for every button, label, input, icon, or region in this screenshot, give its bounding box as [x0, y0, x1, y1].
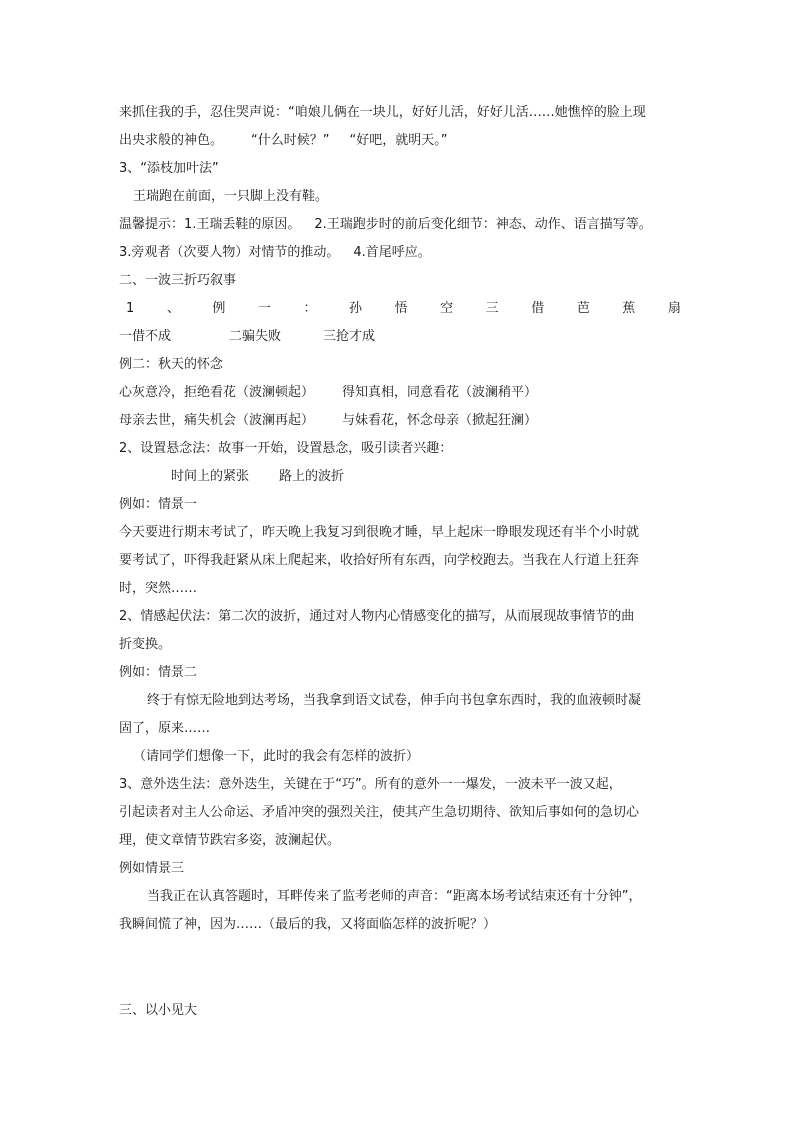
text-line: 我瞬间慌了神，因为……（最后的我，又将面临怎样的波折呢？）	[119, 917, 497, 932]
text-segment: 温馨提示：1.王瑞丢鞋的原因。	[119, 217, 301, 232]
text-line: 引起读者对主人公命运、矛盾冲突的强烈关注，使其产生急切期待、欲知后事如何的急切心	[119, 805, 640, 820]
glyph: ：	[303, 301, 317, 316]
glyph: 例	[212, 301, 226, 316]
text-line	[119, 384, 679, 402]
glyph: 蕉	[622, 301, 636, 316]
text-line: 今天要进行期末考试了，昨天晚上我复习到很晚才睡，早上起床一睁眼发现还有半个小时就	[119, 525, 640, 540]
text-line: 终于有惊无险地到达考场，当我拿到语文试卷，伸手向书包拿东西时，我的血液顿时凝	[147, 693, 642, 708]
tip-line	[119, 216, 679, 234]
section-heading: 三、以小见大	[119, 1003, 198, 1018]
text-segment: 出央求般的神色。	[119, 133, 224, 148]
text-segment: 母亲去世，痛失机会（波澜再起）	[119, 413, 315, 428]
text-line: 例二：秋天的怀念	[119, 357, 224, 372]
text-segment: 三抢才成	[323, 329, 376, 344]
text-segment: “什么时候？”	[251, 133, 330, 148]
text-line: 例如：情景一	[119, 497, 198, 512]
section-heading: 二、一波三折巧叙事	[119, 273, 237, 288]
text-line: 例如：情景二	[119, 665, 198, 680]
tip-line	[119, 244, 679, 262]
spaced-example-line	[126, 300, 681, 318]
glyph: 三	[485, 301, 499, 316]
text-line	[171, 468, 731, 486]
text-segment: 二骗失败	[229, 329, 282, 344]
text-segment: 时间上的紧张	[171, 469, 250, 484]
text-segment: “好吧，就明天。”	[349, 133, 448, 148]
text-line	[119, 132, 679, 150]
text-line	[119, 328, 679, 346]
glyph: 、	[166, 301, 180, 316]
text-line: 时，突然……	[119, 581, 198, 596]
text-line: 当我正在认真答题时，耳畔传来了监考老师的声音：“距离本场考试结束还有十分钟”，	[147, 889, 642, 904]
text-line: 2、情感起伏法：第二次的波折，通过对人物内心情感变化的描写，从而展现故事情节的曲	[119, 609, 635, 624]
text-segment: 2.王瑞跑步时的前后变化细节：神态、动作、语言描写等。	[314, 217, 652, 232]
text-segment: 心灰意冷，拒绝看花（波澜顿起）	[119, 385, 315, 400]
text-segment: 4.首尾呼应。	[353, 245, 431, 260]
glyph: 悟	[394, 301, 408, 316]
text-line: 固了，原来……	[119, 721, 211, 736]
text-segment: 一借不成	[119, 329, 172, 344]
text-line: 来抓住我的手，忍住哭声说：“咱娘儿俩在一块儿，好好儿活，好好儿活……她憔悴的脸上现	[119, 105, 646, 120]
glyph: 空	[440, 301, 454, 316]
glyph: 借	[531, 301, 545, 316]
text-line: 例如情景三	[119, 861, 185, 876]
text-line: （请同学们想像一下，此时的我会有怎样的波折）	[133, 749, 420, 764]
glyph: 芭	[576, 301, 590, 316]
text-line: 3、意外迭生法：意外迭生，关键在于“巧”。所有的意外一一爆发，一波未平一波又起，	[119, 777, 622, 792]
glyph: 一	[257, 301, 271, 316]
text-line: 理，使文章情节跌宕多姿，波澜起伏。	[119, 833, 341, 848]
glyph: 孙	[349, 301, 363, 316]
text-line: 要考试了，吓得我赶紧从床上爬起来，收拾好所有东西，向学校跑去。当我在人行道上狂奔	[119, 553, 640, 568]
text-line: 王瑞跑在前面，一只脚上没有鞋。	[133, 189, 329, 204]
section-heading: 3、“添枝加叶法”	[119, 161, 219, 176]
text-line: 2、设置悬念法：故事一开始，设置悬念，吸引读者兴趣：	[119, 441, 453, 456]
glyph: 1	[126, 301, 135, 316]
text-segment: 与妹看花，怀念母亲（掀起狂澜）	[342, 413, 538, 428]
text-segment: 得知真相，同意看花（波澜稍平）	[342, 385, 538, 400]
text-segment: 路上的波折	[279, 469, 345, 484]
glyph: 扇	[667, 301, 681, 316]
text-line: 折变换。	[119, 637, 172, 652]
text-segment: 3.旁观者（次要人物）对情节的推动。	[119, 245, 340, 260]
text-line	[119, 412, 679, 430]
